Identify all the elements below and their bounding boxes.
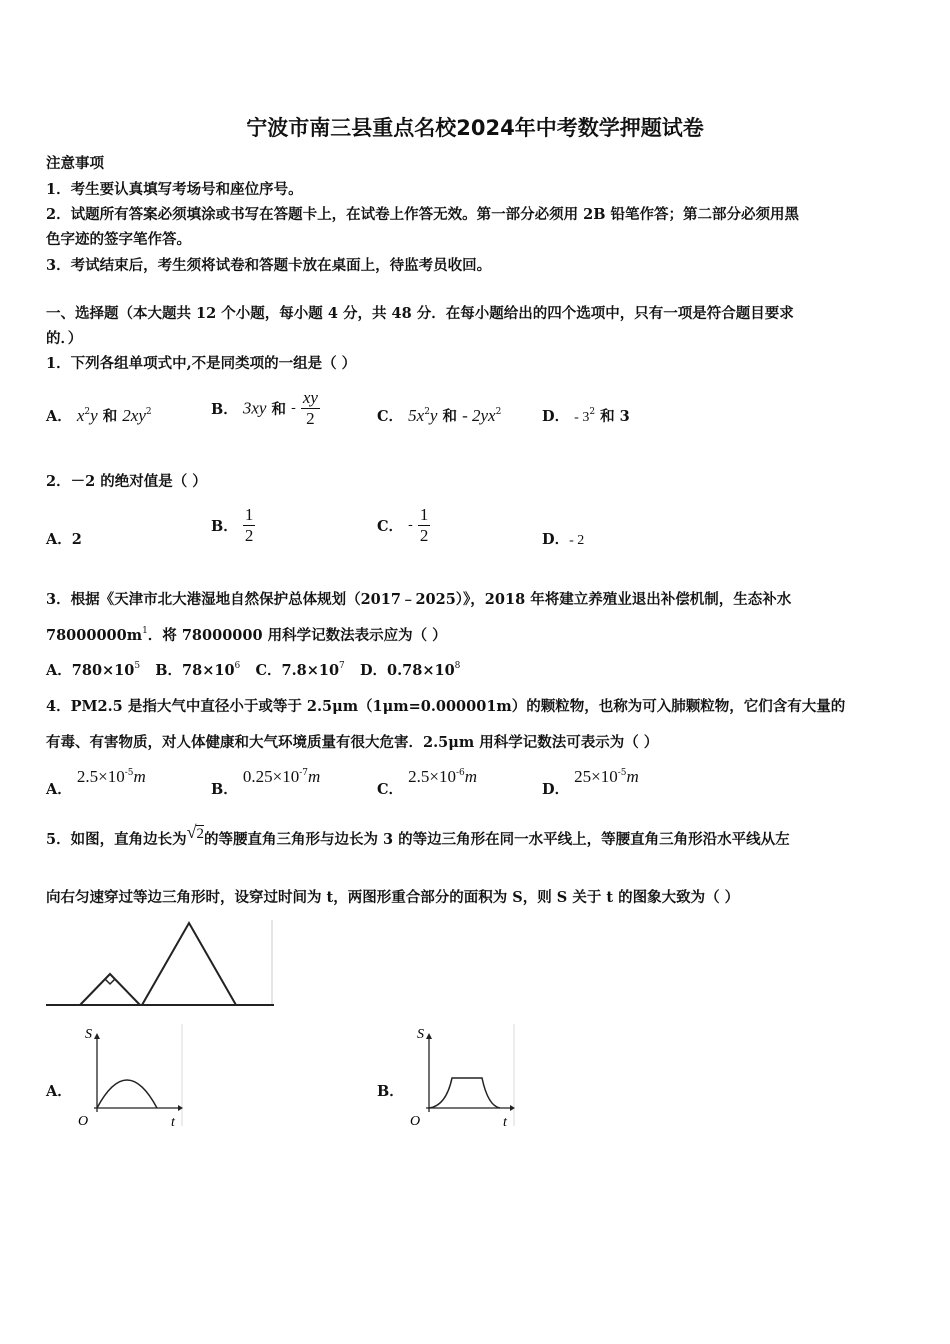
t-axis-label: t: [503, 1115, 507, 1130]
q5-option-a-label: A．: [46, 1083, 72, 1100]
q1-option-a: A． $x^2y$ 和 $2xy^2$: [46, 406, 152, 425]
notice-item-3: 3．考试结束后，考生须将试卷和答题卡放在桌面上，待监考员收回。: [46, 257, 492, 274]
q3-option-a: A．$780\times 10^5$: [46, 661, 141, 679]
section-heading: 一、选择题（本大题共 12 个小题，每小题 4 分，共 48 分．在每小题给出的四个选项中，只有一项是符合题目要求: [46, 305, 794, 322]
q4-option-a: A． $2.5\times 10^{-5}m$: [46, 767, 146, 798]
q3-option-d: D．$0.78\times 10^8$: [359, 661, 461, 679]
q1-option-b: B． 3xy 和 - $\frac{xy}{2}$: [211, 388, 318, 428]
curve: [97, 1080, 157, 1108]
section-heading-cont: 的．）: [46, 330, 83, 347]
page-title: 宁波市南三县重点名校2024年中考数学押题试卷: [246, 116, 704, 140]
q3-stem-line1: 3．根据《天津市北大港湿地自然保护总体规划（2017﹣2025）》，2018 年将建立养殖业退出补偿机制，生态补水: [46, 591, 792, 608]
q2-stem: 2．－2 的绝对值是（ ）: [46, 473, 207, 490]
q4-option-b: B． $0.25\times 10^{-7}m$: [211, 767, 321, 798]
q3-stem-line2: $78000000m^1$．将 78000000 用科学记数法表示应为（ ）: [46, 626, 447, 644]
t-axis-label: t: [171, 1115, 175, 1130]
q4-stem-line1: 4．PM2.5 是指大气中直径小于或等于 2.5μm（1μm=0.000001m）的颗粒物，也称为可入肺颗粒物，它们含有大量的: [46, 698, 846, 715]
q1-stem: 1．下列各组单项式中,不是同类项的一组是（ ）: [46, 355, 357, 372]
q3-option-b: B．$78\times 10^6$: [155, 661, 241, 679]
origin-label: O: [410, 1114, 421, 1129]
q1-option-c: C． $5x^2y$ 和 - $2yx^2$: [377, 406, 502, 425]
s-axis-arrow: [426, 1033, 432, 1039]
curve: [429, 1078, 500, 1108]
q2-option-b: B． $\frac{1}{2}$: [211, 505, 254, 545]
q3-option-c: C．$7.8\times 10^7$: [255, 661, 345, 679]
notice-item-2-cont: 色字迹的签字笔作答。: [46, 231, 191, 248]
q5-option-b-graph: [404, 1022, 518, 1130]
q4-option-c: C． $2.5\times 10^{-6}m$: [377, 767, 478, 798]
q4-stem-line2: 有毒、有害物质，对人体健康和大气环境质量有很大危害．2.5μm 用科学记数法可表示为（ ）: [46, 734, 659, 751]
q2-option-a: A．2: [46, 531, 82, 548]
s-axis-arrow: [94, 1033, 100, 1039]
q5-stem-line1: 5．如图，直角边长为√2的等腰直角三角形与边长为 3 的等边三角形在同一水平线上，等腰直角三角形沿水平线从左: [46, 822, 790, 848]
q2-option-d: D．- 2: [542, 531, 585, 548]
q5-triangles-figure: [44, 918, 276, 1010]
q5-option-a-graph: [72, 1022, 186, 1130]
q2-option-c: C． - $\frac{1}{2}$: [377, 505, 429, 545]
notice-item-1: 1．考生要认真填写考场号和座位序号。: [46, 181, 303, 198]
q3-options: [46, 659, 460, 680]
fraction: $\frac{xy}{2}$: [302, 388, 318, 428]
notice-item-2: 2．试题所有答案必须填涂或书写在答题卡上，在试卷上作答无效。第一部分必须用 2B 铅笔作答；第二部分必须用黑: [46, 206, 800, 223]
q4-option-d: D． $25\times 10^{-5}m$: [542, 767, 639, 798]
q1-option-d: D． - $3^2$ 和 3: [542, 407, 630, 425]
notice-heading: 注意事项: [46, 155, 104, 172]
q5-option-b-label: B．: [377, 1083, 404, 1100]
q5-stem-line2: 向右匀速穿过等边三角形时，设穿过时间为 t，两图形重合部分的面积为 S，则 S 关于 t 的图象大致为（ ）: [46, 889, 740, 906]
s-axis-label: S: [417, 1027, 424, 1042]
origin-label: O: [78, 1114, 89, 1129]
s-axis-label: S: [85, 1027, 92, 1042]
